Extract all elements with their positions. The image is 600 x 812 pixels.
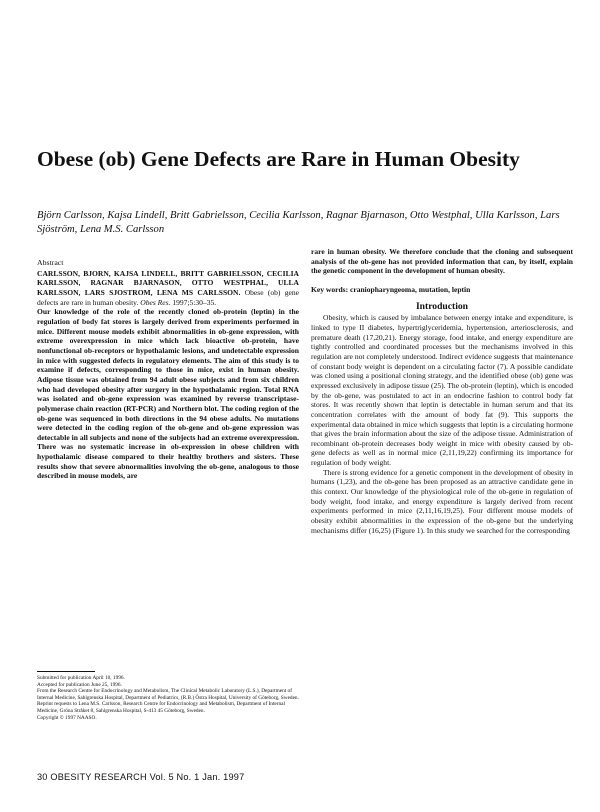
article-title: Obese (ob) Gene Defects are Rare in Human Obesity — [37, 147, 520, 171]
abstract-authors — [37, 269, 299, 308]
left-column — [37, 258, 299, 481]
abstract-label: Abstract — [37, 258, 64, 267]
introduction-paragraph-2: There is strong evidence for a genetic component in the development of obesity in humans (1,23), and the ob-gene has been proposed as an attractive candidate gene in this context. Our knowledge of the physiological role of the ob-gene in regulation of body weight, food intake, and energy expenditure is largely derived from recent experiments performed in mice (2,11,16,19,25). Four different mouse models of obesity exhibit abnormalities in the expression of the ob-gene but the underlying mechanisms differ (16,25) (Figure 1). In this study we searched for the corresponding — [311, 467, 573, 535]
introduction-paragraph-1: Obesity, which is caused by imbalance between energy intake and expenditure, is linked to type II diabetes, hypertriglyceridemia, hypertension, arteriosclerosis, and premature death (17,20,21). Energy storage, food intake, and energy expenditure are tightly controlled and coordinated processes but the mechanisms involved in this regulation are not completely understood. Indirect evidence suggests that maintenance of constant body weight is dependent on a circulating factor (7). A possible candidate was cloned using a positional cloning strategy, and the identified obese (ob) gene was expressed exclusively in adipose tissue (25). The ob-protein (leptin), which is encoded by the ob-gene, was postulated to act in an endocrine fashion to control body fat stores. It was recently shown that leptin is detectable in human serum and that its concentration correlates with the amount of body fat (9). This supports the experimental data obtained in mice which suggests that leptin is a circulating hormone that gives the brain information about the size of the adipose tissue. Administration of recombinant ob-protein decreases body weight in mice with obesity caused by ob-gene defects as well as in normal mice (2,11,19,22) confirming its importance for regulation of body weight. — [311, 313, 573, 468]
footnote-submitted: Submitted for publication April 10, 1996. — [37, 675, 125, 681]
right-column — [311, 247, 573, 535]
footnote-reprints: Reprint requests to Lena M.S. Carlsson, Research Centre for Endocrinology and Metabolism, Department of Internal Medicine, Gröna Stråket 8, Sahlgrenska Hospital, S-413 45 Göteborg, Sweden. — [37, 701, 286, 714]
abstract-citation-journal: Obes Res. — [140, 297, 171, 307]
author-list: Björn Carlsson, Kajsa Lindell, Britt Gabrielsson, Cecilia Karlsson, Ragnar Bjarnason, Otto Westphal, Ulla Karlsson, Lars Sjöström, Lena M.S. Carlsson — [37, 210, 560, 235]
introduction-heading: Introduction — [415, 300, 469, 312]
footnote-affiliation: From the Research Centre for Endocrinology and Metabolism, The Clinical Metabolic Laboratory (L.S.), Department of Internal Medicine, Sahlgrenska Hospital, Department of Pediatrics, (R.B.) Östra Hospital, University of Göteborg, Sweden. — [37, 688, 299, 701]
keywords — [311, 285, 573, 295]
abstract-text-right: rare in human obesity. We therefore conclude that the cloning and subsequent analysis of the ob-gene has not provided information that can, by itself, explain the genetic component in the development of human obesity. — [311, 247, 573, 276]
abstract-text-left: Our knowledge of the role of the recently cloned ob-protein (leptin) in the regulation of body fat stores is largely derived from experiments performed in mice. Different mouse models exhibit abnormalities in ob-gene expression, with extreme overexpression in mice which lack bioactive ob-protein, have nonfunctional ob-receptors or hypothalamic lesions, and undetectable expression in mice with suggested defects in regulatory elements. The aim of this study is to examine if defects, corresponding to those in mice, exist in human obesity. Adipose tissue was obtained from 94 adult obese subjects and from six children who had developed obesity after surgery in the hypothalamic region. Total RNA was isolated and ob-gene expression was examined by reverse transcriptase-polymerase chain reaction (RT-PCR) and Northern blot. The coding region of the ob-gene was sequenced in both directions in the 94 obese adults. No mutations were detected in the coding region of the ob-gene and ob-gene expression was detectable in all subjects and none of the subjects had an extreme overexpression. There was no systematic increase in ob-expression in obese children with hypothalamic disease compared to their healthy brothers and sisters. These results show that severe abnormalities involving the ob-gene, analogous to those described in mouse models, are — [37, 307, 299, 481]
footnote-accepted: Accepted for publication June 25, 1996. — [37, 681, 122, 688]
footnote-copyright: Copyright © 1997 NAASO. — [37, 714, 97, 721]
abstract-citation-volume: 1997;5:30–35. — [172, 297, 217, 307]
keywords-value: craniopharyngeoma, mutation, leptin — [350, 284, 471, 294]
abstract-author-names: CARLSSON, BJORN, KAJSA LINDELL, BRITT GABRIELSSON, CECILIA KARLSSON, RAGNAR BJARNASON, OTTO WESTPHAL, ULLA KARLSSON, LARS SJOSTROM, LENA MS CARLSSON. — [37, 268, 299, 297]
footnotes — [37, 675, 299, 721]
keywords-label: Key words: — [311, 284, 349, 294]
page-footer: 30 OBESITY RESEARCH Vol. 5 No. 1 Jan. 1997 — [37, 772, 245, 782]
footnote-divider — [37, 671, 95, 672]
abstract-citation-text: Obese (ob) gene defects are rare in human obesity. — [37, 287, 300, 307]
